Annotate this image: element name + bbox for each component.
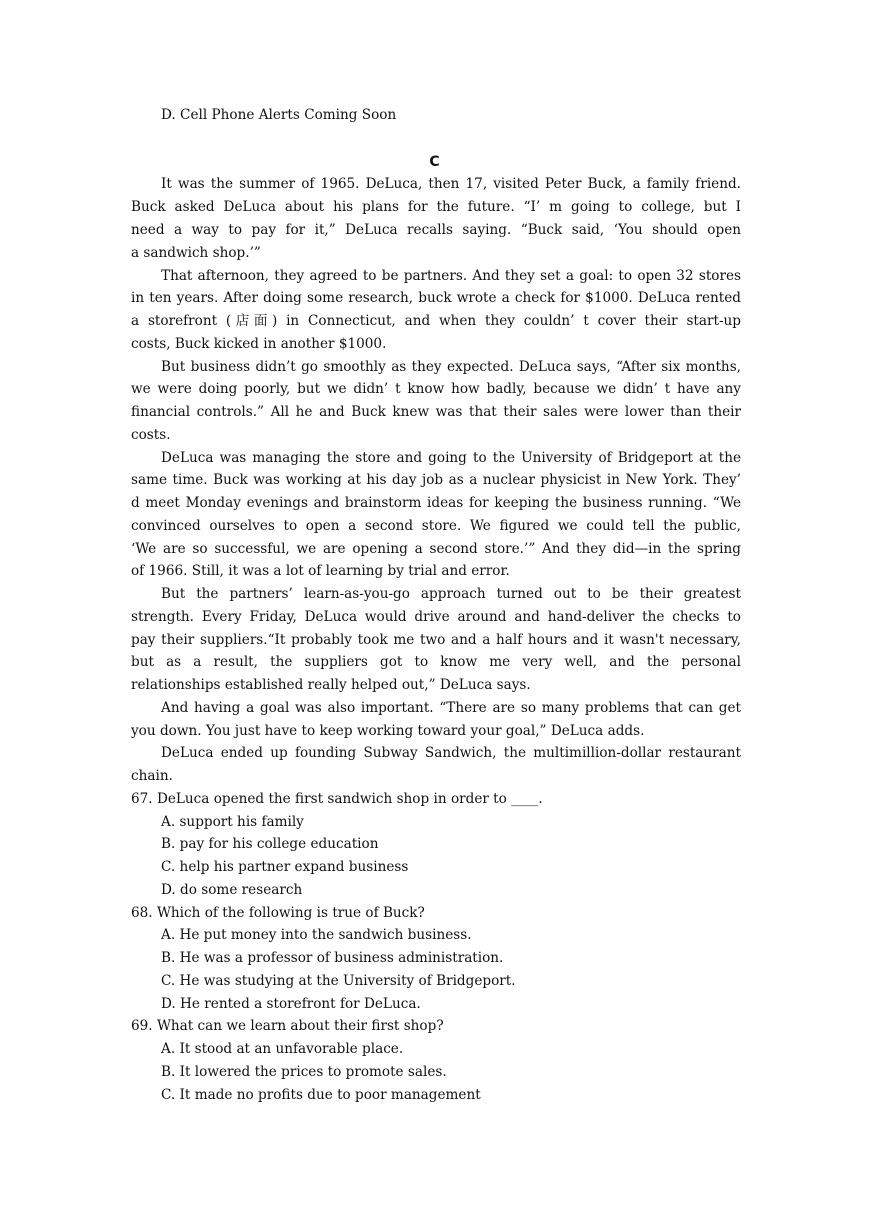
passage-line: But the partners’ learn-as-you-go approach turned out to be their greatest [161,586,741,602]
question-stem: 69. What can we learn about their first shop? [131,1018,444,1034]
passage-line: we were doing poorly, but we didn’ t know how badly, because we didn’ t have any [131,381,741,397]
passage-line: But business didn’t go smoothly as they expected. DeLuca says, “After six months, [161,359,741,375]
answer-option: A. support his family [161,814,304,830]
passage-line: Buck asked DeLuca about his plans for the future. “I’ m going to college, but I [131,199,741,215]
passage-line: need a way to pay for it,” DeLuca recalls saying. “Buck said, ‘You should open [131,222,741,238]
passage-line: convinced ourselves to open a second store. We figured we could tell the public, [131,518,741,534]
passage-line: pay their suppliers.“It probably took me two and a half hours and it wasn't necessary, [131,632,741,648]
passage-line: ‘We are so successful, we are opening a second store.’” And they did—in the spring [131,541,741,557]
passage-line: d meet Monday evenings and brainstorm ideas for keeping the business running. “We [131,495,741,511]
answer-option: D. He rented a storefront for DeLuca. [161,996,421,1012]
answer-option: D. do some research [161,882,303,898]
passage-line: DeLuca ended up founding Subway Sandwich, the multimillion-dollar restaurant [161,745,741,761]
passage-line: relationships established really helped out,” DeLuca says. [131,677,531,693]
answer-option: C. help his partner expand business [161,859,409,875]
previous-question-option-d: D. Cell Phone Alerts Coming Soon [161,107,397,123]
answer-option: A. He put money into the sandwich business. [161,927,472,943]
section-title: C [429,154,440,170]
passage-line: It was the summer of 1965. DeLuca, then 17, visited Peter Buck, a family friend. [161,176,741,192]
passage-line: chain. [131,768,173,784]
passage-line: but as a result, the suppliers got to know me very well, and the personal [131,654,741,670]
passage-line: same time. Buck was working at his day job as a nuclear physicist in New York. They’ [131,472,741,488]
passage-line: strength. Every Friday, DeLuca would drive around and hand-deliver the checks to [131,609,741,625]
answer-option: C. It made no profits due to poor management [161,1087,481,1103]
passage-line: financial controls.” All he and Buck knew was that their sales were lower than their [131,404,741,420]
answer-option: B. pay for his college education [161,836,379,852]
passage-line: DeLuca was managing the store and going to the University of Bridgeport at the [161,450,741,466]
passage-line: costs. [131,427,171,443]
passage-line: in ten years. After doing some research, buck wrote a check for $1000. DeLuca rented [131,290,741,306]
answer-option: C. He was studying at the University of Bridgeport. [161,973,516,989]
passage-line: costs, Buck kicked in another $1000. [131,336,387,352]
passage-line: a storefront (店面) in Connecticut, and when they couldn’ t cover their start-up [131,313,741,329]
passage-line: a sandwich shop.’” [131,245,261,261]
passage-line: And having a goal was also important. “There are so many problems that can get [161,700,741,716]
question-stem: 67. DeLuca opened the first sandwich shop in order to ____. [131,791,543,807]
passage-line: you down. You just have to keep working toward your goal,” DeLuca adds. [131,723,645,739]
passage-line: of 1966. Still, it was a lot of learning by trial and error. [131,563,510,579]
answer-option: A. It stood at an unfavorable place. [161,1041,404,1057]
question-stem: 68. Which of the following is true of Buck? [131,905,425,921]
answer-option: B. It lowered the prices to promote sales. [161,1064,447,1080]
passage-line: That afternoon, they agreed to be partners. And they set a goal: to open 32 stores [161,268,741,284]
answer-option: B. He was a professor of business administration. [161,950,504,966]
